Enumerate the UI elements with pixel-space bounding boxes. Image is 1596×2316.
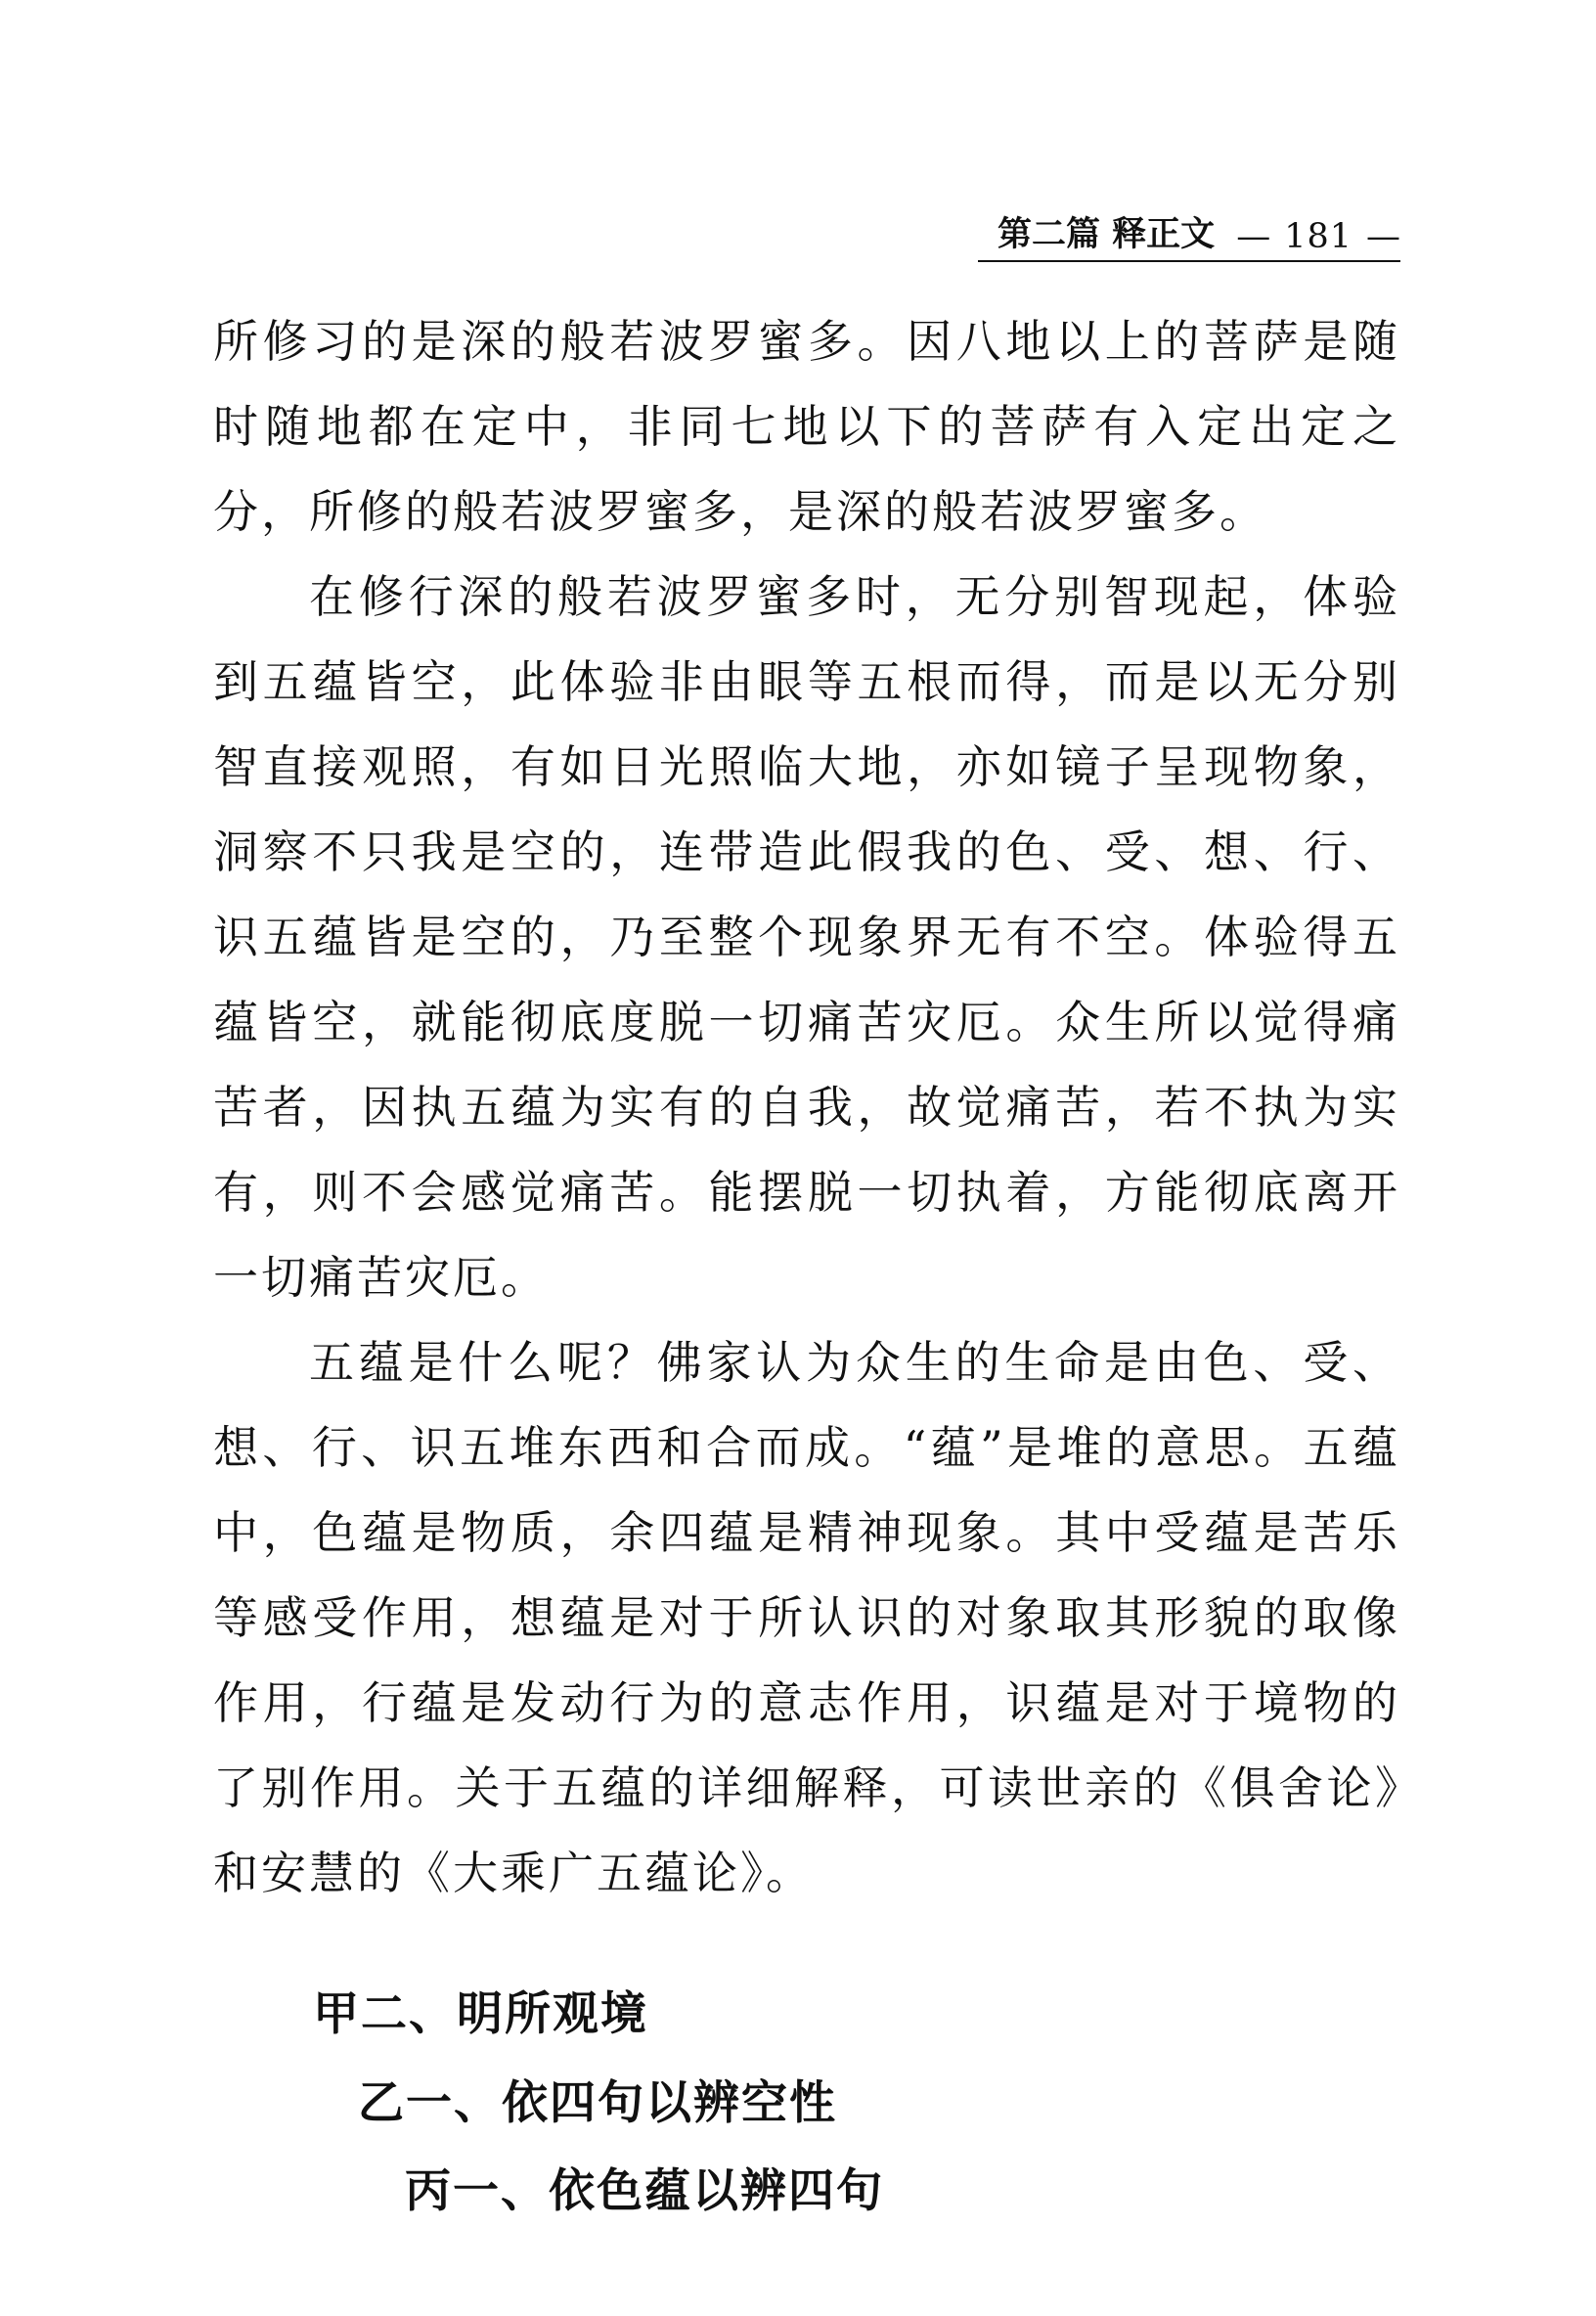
header-dash-right: — (1366, 217, 1400, 256)
paragraph-3: 五蕴是什么呢？佛家认为众生的生命是由色、受、想、行、识五堆东西和合而成。“蕴”是堆的意思。五蕴中，色蕴是物质，余四蕴是精神现象。其中受蕴是苦乐等感受作用，想蕴是对于所认识的对象取其形貌的取像作用，行蕴是发动行为的意志作用，识蕴是对于境物的了别作用。关于五蕴的详细解释，可读世亲的《俱舍论》和安慧的《大乘广五蕴论》。 (213, 1336, 1400, 1899)
paragraph-2: 在修行深的般若波罗蜜多时，无分别智现起，体验到五蕴皆空，此体验非由眼等五根而得，而是以无分别智直接观照，有如日光照临大地，亦如镜子呈现物象，洞察不只我是空的，连带造此假我的色、受、想、行、识五蕴皆是空的，乃至整个现象界无有不空。体验得五蕴皆空，就能彻底度脱一切痛苦灾厄。众生所以觉得痛苦者，因执五蕴为实有的自我，故觉痛苦，若不执为实有，则不会感觉痛苦。能摆脱一切执着，方能彻底离开一切痛苦灾厄。 (213, 570, 1400, 1304)
header-rule (978, 260, 1400, 262)
heading-level-3: 丙一、依色蕴以辨四句 (405, 2164, 884, 2218)
header-section-title: 第二篇 释正文 (998, 214, 1216, 254)
heading-level-1: 甲二、明所观境 (313, 1987, 648, 2041)
heading-level-2: 乙一、依四句以辨空性 (358, 2076, 837, 2130)
header-dash-left: — (1236, 217, 1271, 256)
page-number: 181 (1284, 217, 1352, 256)
paragraph-1: 所修习的是深的般若波罗蜜多。因八地以上的菩萨是随时随地都在定中，非同七地以下的菩萨有入定出定之分，所修的般若波罗蜜多，是深的般若波罗蜜多。 (213, 315, 1400, 538)
running-header (978, 205, 1400, 256)
